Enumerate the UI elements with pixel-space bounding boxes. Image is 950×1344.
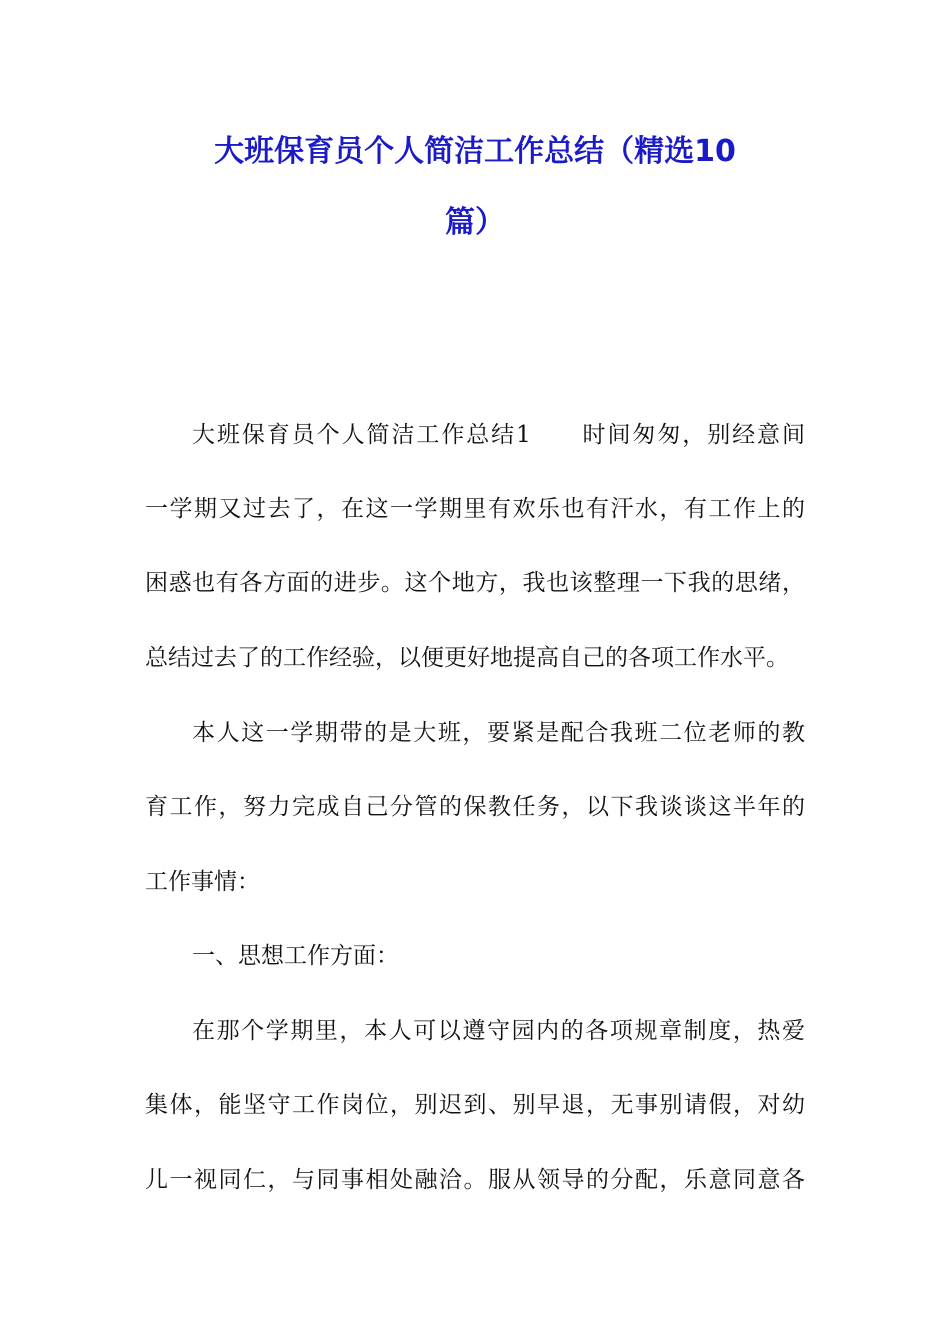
paragraph-line: 儿一视同仁，与同事相处融洽。服从领导的分配，乐意同意各 <box>145 1167 805 1193</box>
paragraph-line: 育工作，努力完成自己分管的保教任务，以下我谈谈这半年的 <box>145 794 805 820</box>
paragraph-line: 总结过去了的工作经验，以便更好地提高自己的各项工作水平。 <box>145 645 789 671</box>
document-title-line-2: 篇） <box>445 205 505 240</box>
paragraph-line: 一学期又过去了，在这一学期里有欢乐也有汗水，有工作上的 <box>145 496 805 522</box>
paragraph-line: 工作事情： <box>145 869 260 895</box>
section-heading: 一、思想工作方面： <box>192 943 399 969</box>
paragraph-line: 集体，能坚守工作岗位，别迟到、别早退，无事别请假，对幼 <box>145 1092 805 1118</box>
paragraph-line: 大班保育员个人简洁工作总结1 时间匆匆，别经意间 <box>192 422 805 448</box>
paragraph-line: 困惑也有各方面的进步。这个地方，我也该整理一下我的思绪， <box>145 570 805 596</box>
paragraph-line: 在那个学期里，本人可以遵守园内的各项规章制度，热爱 <box>192 1018 805 1044</box>
paragraph-line: 本人这一学期带的是大班，要紧是配合我班二位老师的教 <box>192 720 805 746</box>
document-title-line-1: 大班保育员个人简洁工作总结（精选10 <box>214 134 736 169</box>
